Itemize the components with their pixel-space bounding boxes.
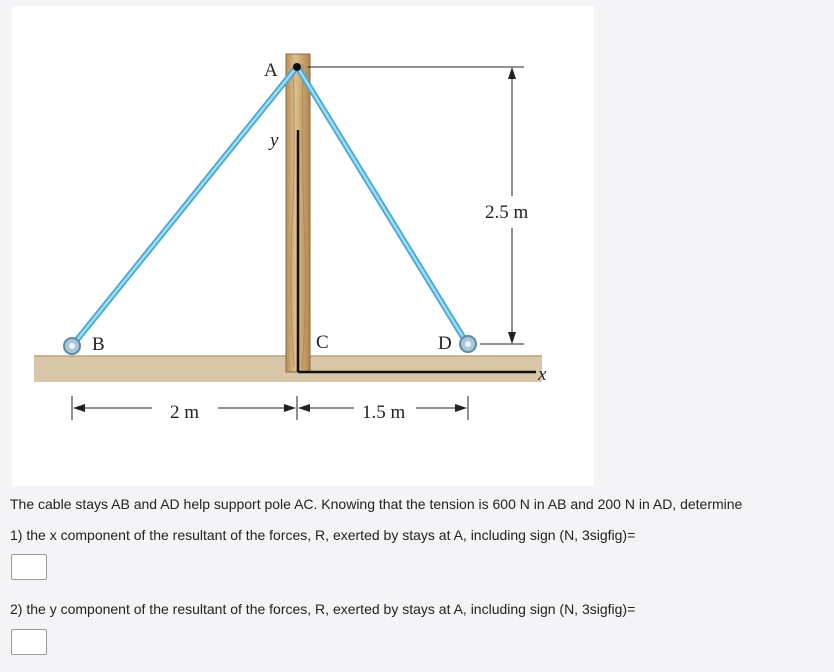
answer-input-1[interactable] — [11, 554, 47, 580]
anchor-b-hole — [69, 343, 75, 349]
question-2-text: 2) the y component of the resultant of the forces, R, exerted by stays at A, including sign (N, 3sigfig)= — [10, 601, 636, 617]
answer-input-2[interactable] — [11, 629, 47, 655]
cable-ab-highlight — [72, 68, 296, 346]
anchor-d-hole — [465, 341, 471, 347]
label-axis-y: y — [270, 130, 279, 151]
label-axis-x: x — [538, 364, 547, 385]
label-dim-height: 2.5 m — [485, 202, 529, 223]
dim-left-arrow-r — [284, 404, 296, 412]
height-arrow-top — [508, 67, 516, 79]
pole-diagram — [12, 6, 594, 486]
problem-intro: The cable stays AB and AD help support pole AC. Knowing that the tension is 600 N in AB and 200 N in AD, determine — [10, 496, 743, 512]
dim-left-arrow-l — [73, 404, 85, 412]
label-point-b: B — [92, 334, 105, 355]
dim-right-arrow-r — [455, 404, 467, 412]
dim-right-arrow-l — [298, 404, 310, 412]
figure-panel — [12, 6, 594, 486]
point-a-dot — [293, 63, 301, 71]
label-dim-left: 2 m — [170, 402, 200, 423]
question-1-text: 1) the x component of the resultant of the forces, R, exerted by stays at A, including sign (N, 3sigfig)= — [10, 527, 636, 543]
label-point-a: A — [264, 60, 278, 81]
height-arrow-bottom — [508, 332, 516, 344]
label-dim-right: 1.5 m — [362, 402, 406, 423]
label-point-c: C — [316, 332, 329, 353]
cable-ad-highlight — [298, 68, 466, 342]
label-point-d: D — [438, 333, 452, 354]
